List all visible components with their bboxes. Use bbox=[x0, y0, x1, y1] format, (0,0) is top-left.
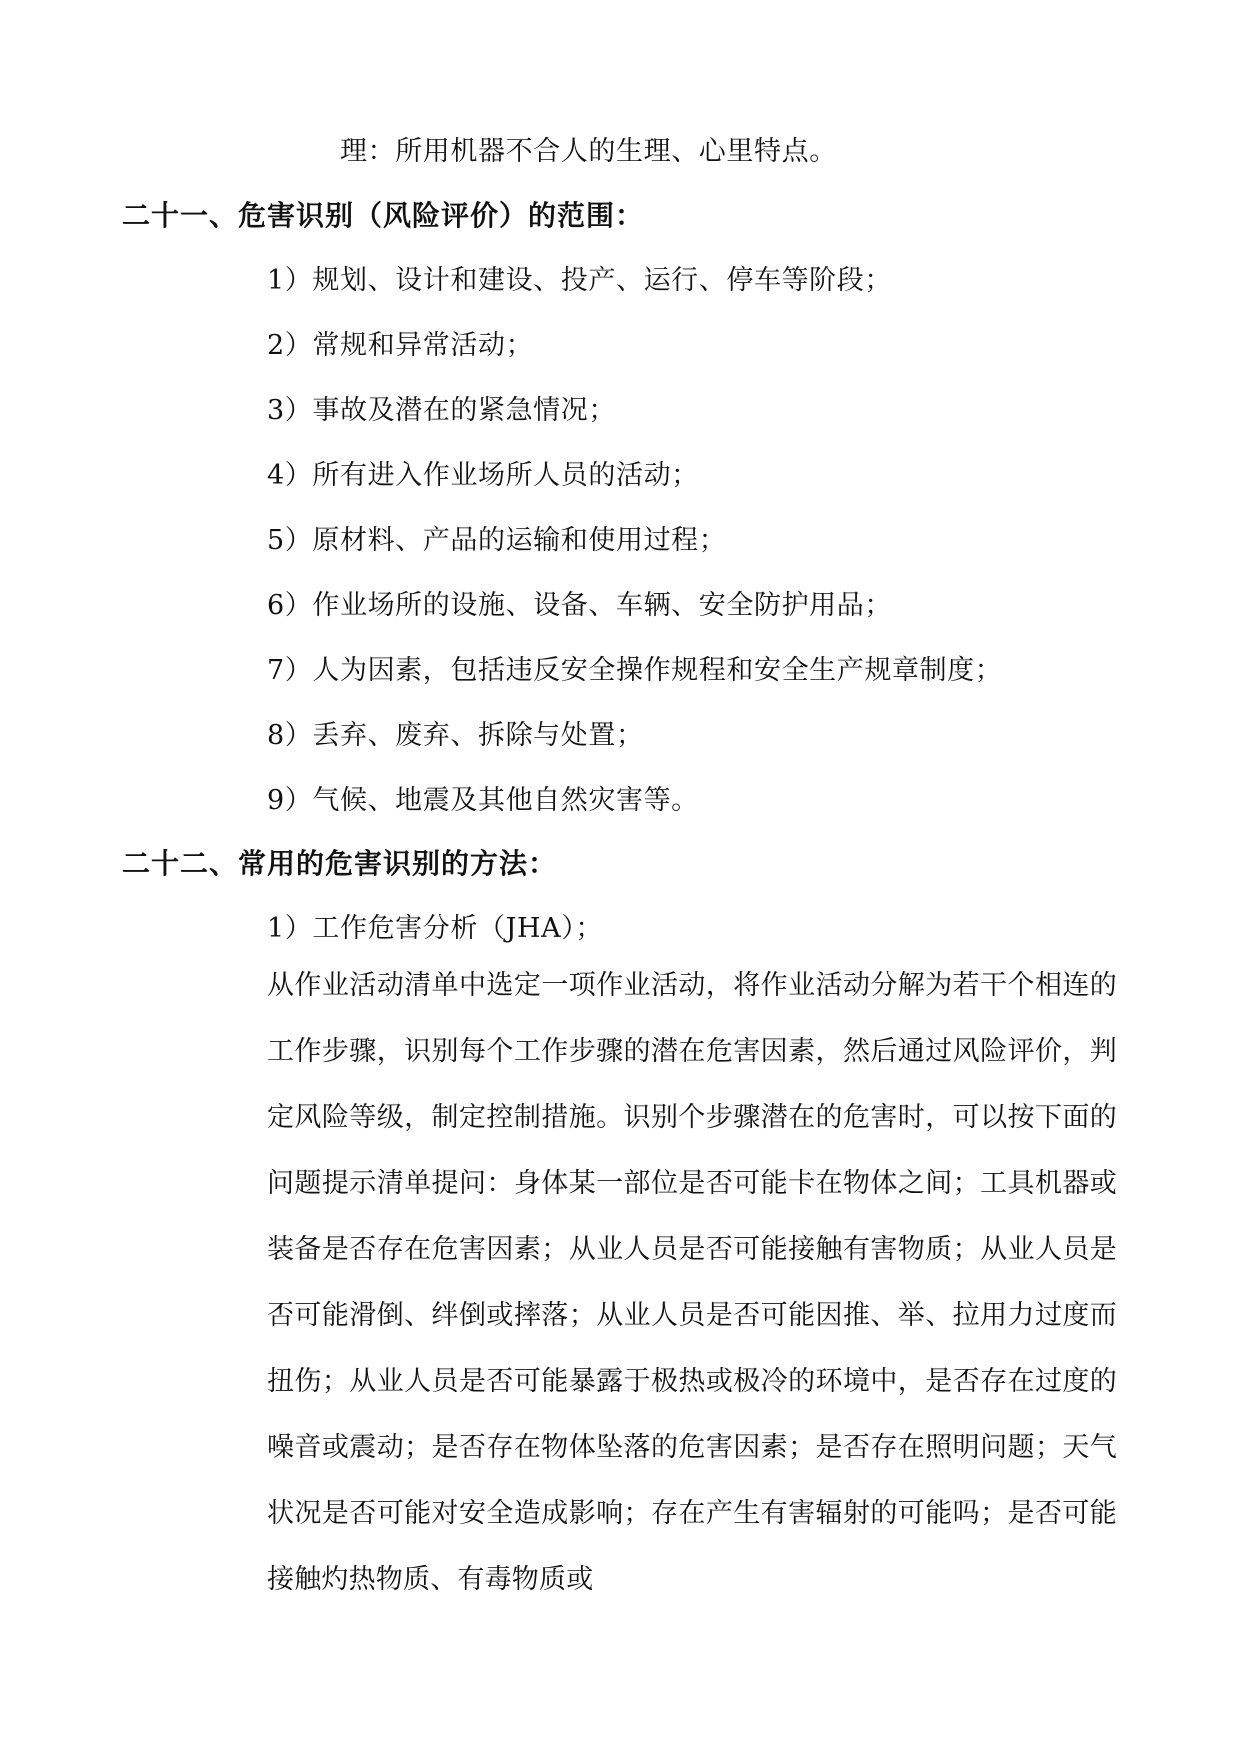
section-21-item: 1）规划、设计和建设、投产、运行、停车等阶段； bbox=[267, 265, 892, 296]
section-22-heading: 二十二、常用的危害识别的方法： bbox=[122, 847, 558, 880]
section-21-item: 8）丢弃、废弃、拆除与处置； bbox=[267, 720, 644, 751]
section-21-item: 9）气候、地震及其他自然灾害等。 bbox=[267, 785, 699, 816]
section-21-item: 3）事故及潜在的紧急情况； bbox=[267, 395, 616, 426]
section-21-item: 4）所有进入作业场所人员的活动； bbox=[267, 460, 699, 491]
section-21-item: 5）原材料、产品的运输和使用过程； bbox=[267, 525, 727, 556]
intro-line: 理：所用机器不合人的生理、心里特点。 bbox=[340, 136, 837, 167]
section-21-item: 2）常规和异常活动； bbox=[267, 330, 534, 361]
section-21-item: 6）作业场所的设施、设备、车辆、安全防护用品； bbox=[267, 590, 892, 621]
section-21-item: 7）人为因素，包括违反安全操作规程和安全生产规章制度； bbox=[267, 655, 1003, 686]
jha-description-paragraph: 从作业活动清单中选定一项作业活动，将作业活动分解为若干个相连的工作步骤，识别每个工作步骤的潜在危害因素，然后通过风险评价，判定风险等级，制定控制措施。识别个步骤潜在的危害时，可以按下面的问题提示清单提问：身体某一部位是否可能卡在物体之间；工具机器或装备是否存在危害因素；从业人员是否可能接触有害物质；从业人员是否可能滑倒、绊倒或摔落；从业人员是否可能因推、举、拉用力过度而扭伤；从业人员是否可能暴露于极热或极冷的环境中，是否存在过度的噪音或震动；是否存在物体坠落的危害因素；是否存在照明问题；天气状况是否可能对安全造成影响；存在产生有害辐射的可能吗；是否可能接触灼热物质、有毒物质或 bbox=[267, 970, 1117, 1595]
section-21-heading: 二十一、危害识别（风险评价）的范围： bbox=[122, 199, 645, 232]
section-22-item: 1）工作危害分析（JHA）； bbox=[267, 913, 603, 944]
